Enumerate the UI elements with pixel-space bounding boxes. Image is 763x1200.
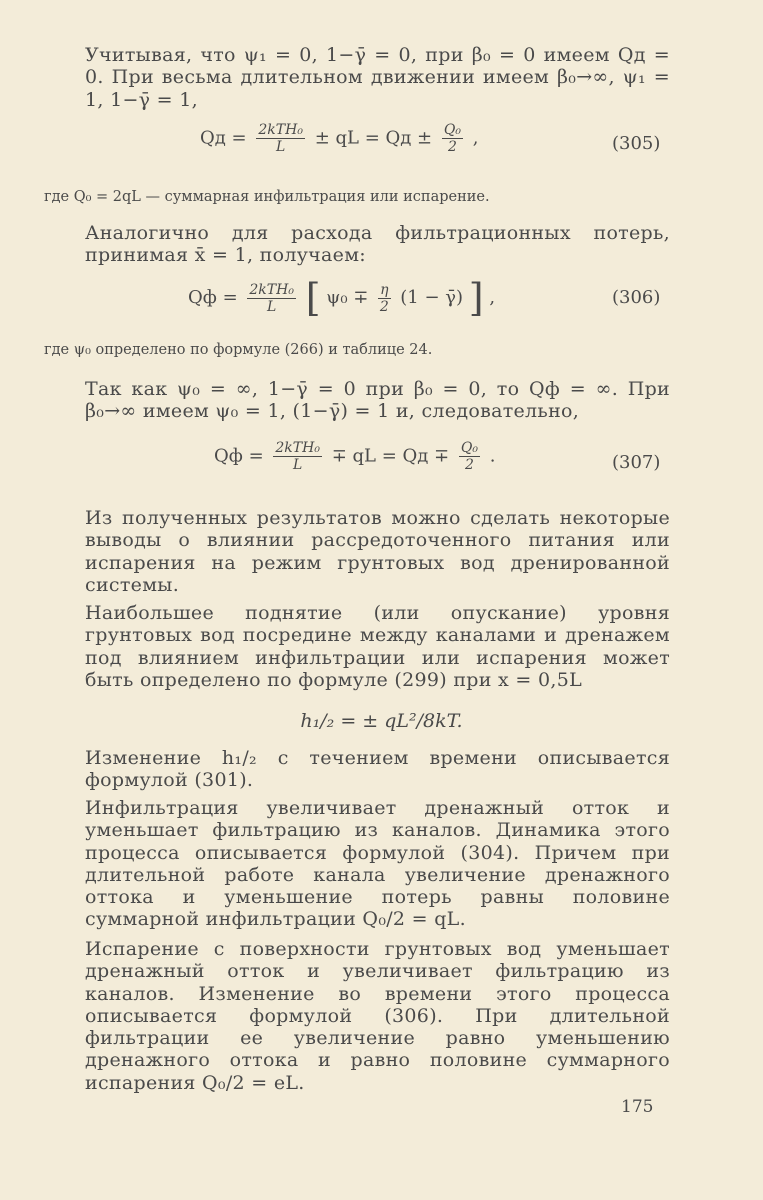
paragraph-h-change: Изменение h₁/₂ с течением времени описывается формулой (301). <box>85 747 670 792</box>
eq307-tail: . <box>489 445 496 467</box>
eq305-tail: , <box>472 127 479 149</box>
eq306-fraction <box>247 282 296 315</box>
eq305-frac-denominator: L <box>276 139 286 155</box>
eq307-fraction-2 <box>459 440 480 473</box>
equation-305 <box>200 122 478 155</box>
eq307-frac-numerator: 2kTH₀ <box>275 440 320 456</box>
eq306-inner-b: (1 − γ̄) <box>400 287 464 308</box>
paragraph-infiltration: Инфильтрация увеличивает дренажный отток и уменьшает фильтрацию из каналов. Динамика этого процесса описывается формулой (304). Причем при длительной работе канала увеличение дренажного оттока и уменьшение потерь равны половине суммарной инфильтрации Q₀/2 = qL. <box>85 797 670 931</box>
intro-paragraph-3: Так как ψ₀ = ∞, 1−γ̄ = 0 при β₀ = 0, то Qф = ∞. При β₀→∞ имеем ψ₀ = 1, (1−γ̄) = 1 и, следовательно, <box>85 378 670 423</box>
paragraph-evaporation: Испарение с поверхности грунтовых вод уменьшает дренажный отток и увеличивает фильтрацию из каналов. Изменение во времени этого процесса описывается формулой (306). При длительной фильтрации ее увеличение равно уменьшению дренажного оттока и равно половине суммарного испарения Q₀/2 = eL. <box>85 938 670 1094</box>
intro-paragraph-2: Аналогично для расхода фильтрационных потерь, принимая x̄ = 1, получаем: <box>85 222 670 267</box>
eq306-lhs: Qф = <box>188 287 238 308</box>
eq307-middle: ∓ qL = Qд ∓ <box>331 445 450 467</box>
note-306: где ψ₀ определено по формуле (266) и таблице 24. <box>44 342 433 358</box>
eq306-number: (306) <box>612 287 661 308</box>
right-bracket-icon: ] <box>468 276 484 320</box>
left-bracket-icon: [ <box>305 276 321 320</box>
equation-h-half: h₁/₂ = ± qL²/8kT. <box>300 710 463 732</box>
eq307-frac2-denominator: 2 <box>464 457 474 473</box>
page-number: 175 <box>621 1097 654 1117</box>
paragraph-max-rise: Наибольшее поднятие (или опускание) уровня грунтовых вод посредине между каналами и дренажем под влиянием инфильтрации или испарения может быть определено по формуле (299) при x = 0,5L <box>85 602 670 691</box>
eq307-frac2-numerator: Q₀ <box>460 440 478 456</box>
eq305-frac2-denominator: 2 <box>447 139 457 155</box>
eq305-frac2-numerator: Q₀ <box>443 122 461 138</box>
eq306-frac2-denominator: 2 <box>379 298 389 315</box>
eq307-fraction <box>273 440 322 473</box>
eq305-middle: ± qL = Qд ± <box>314 127 433 149</box>
note-305: где Q₀ = 2qL — суммарная инфильтрация или испарение. <box>44 189 490 205</box>
eq307-frac-denominator: L <box>293 457 303 473</box>
eq306-fraction-2 <box>378 282 390 315</box>
eq305-fraction <box>256 122 305 155</box>
eq305-frac-numerator: 2kTH₀ <box>258 122 303 138</box>
eq306-tail: , <box>489 287 496 308</box>
eq307-number: (307) <box>612 452 661 473</box>
eq305-lhs: Qд = <box>200 127 247 149</box>
equation-306 <box>188 276 495 320</box>
eq307-lhs: Qф = <box>214 445 264 467</box>
eq305-fraction-2 <box>442 122 463 155</box>
intro-paragraph-1: Учитывая, что ψ₁ = 0, 1−γ̄ = 0, при β₀ = 0 имеем Qд = 0. При весьма длительном движении имеем β₀→∞, ψ₁ = 1, 1−γ̄ = 1, <box>85 44 670 111</box>
eq306-frac-denominator: L <box>267 298 277 315</box>
eq306-frac2-numerator: η <box>380 281 389 298</box>
paragraph-conclusions: Из полученных результатов можно сделать некоторые выводы о влиянии рассредоточенного питания или испарения на режим грунтовых вод дренированной системы. <box>85 507 670 596</box>
eq306-inner-a: ψ₀ ∓ <box>326 287 369 308</box>
equation-307 <box>214 440 495 473</box>
eq305-number: (305) <box>612 133 661 154</box>
eq306-frac-numerator: 2kTH₀ <box>249 281 294 298</box>
